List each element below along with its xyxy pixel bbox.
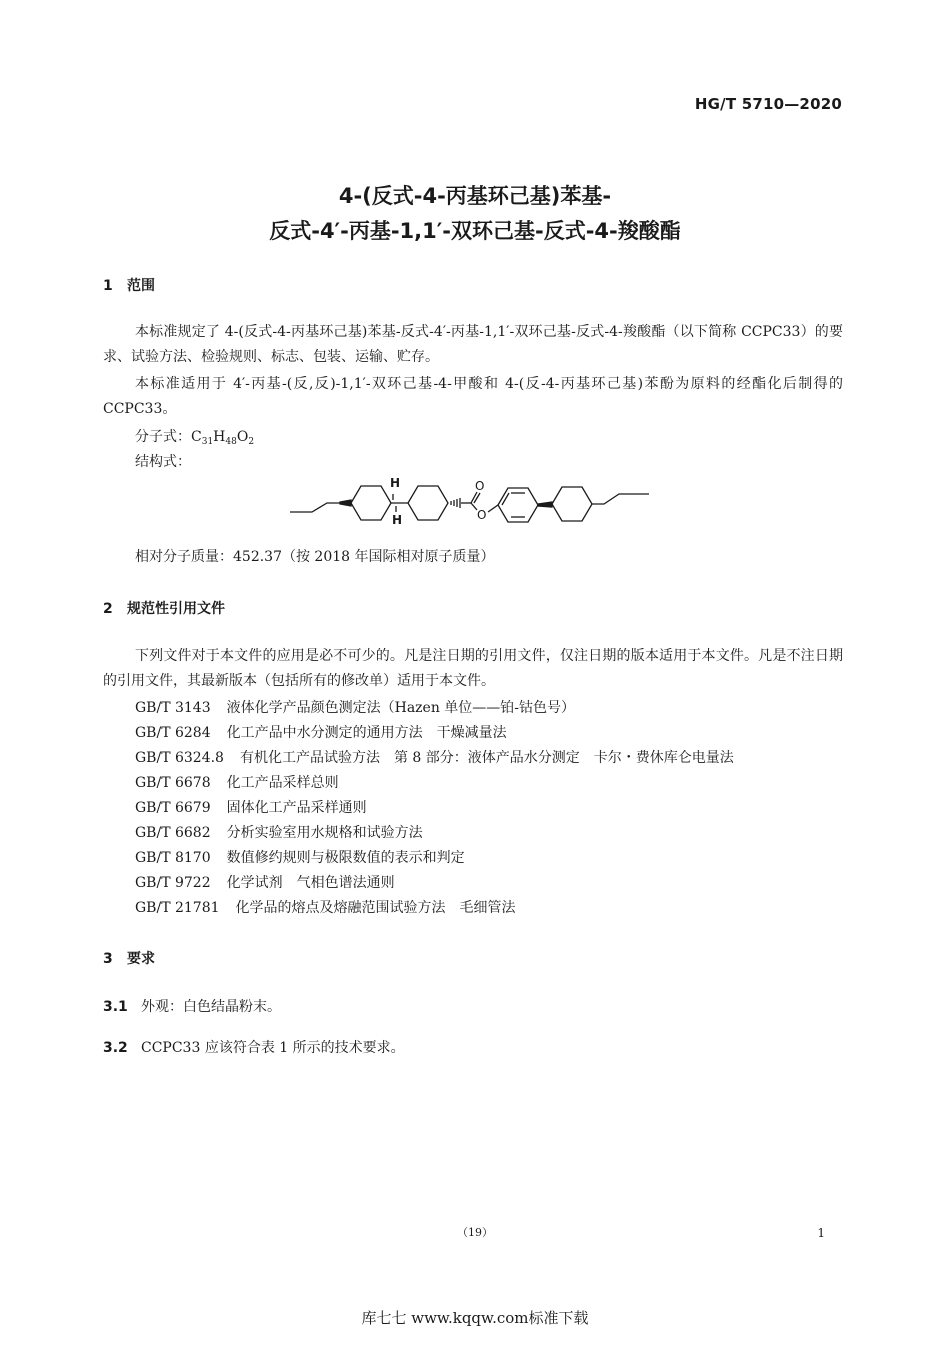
reference-code: GB/T 3143: [135, 700, 211, 716]
section-number: 1: [103, 278, 113, 294]
reference-name: 分析实验室用水规格和试验方法: [226, 825, 423, 841]
reference-item: [135, 722, 507, 742]
section-title: 规范性引用文件: [127, 601, 225, 617]
formula-element-c: C: [191, 429, 202, 445]
molecular-mass: 相对分子质量：452.37（按 2018 年国际相对原子质量）: [135, 549, 495, 565]
atom-h-bottom: H: [392, 513, 403, 527]
reference-code: GB/T 8170: [135, 850, 211, 866]
reference-item: [135, 797, 367, 817]
reference-code: GB/T 9722: [135, 875, 211, 891]
formula-count-h: 48: [225, 437, 237, 447]
wedge-bond-right: [538, 502, 552, 507]
reference-name: 化工产品中水分测定的通用方法 干燥减量法: [226, 725, 507, 741]
formula-element-h: H: [213, 429, 226, 445]
section-2-heading: [103, 598, 225, 618]
structural-formula: [280, 472, 660, 534]
formula-element-o: O: [236, 429, 249, 445]
section-number: 2: [103, 601, 113, 617]
reference-code: GB/T 6324.8: [135, 750, 224, 766]
clause-3-1: [103, 996, 281, 1016]
reference-code: GB/T 6678: [135, 775, 211, 791]
reference-code: GB/T 6682: [135, 825, 211, 841]
reference-code: GB/T 6679: [135, 800, 211, 816]
atom-o-ester: O: [477, 508, 487, 522]
propyl-chain-left: [290, 503, 340, 512]
reference-name: 化学试剂 气相色谱法通则: [226, 875, 395, 891]
reference-item: [135, 772, 339, 792]
reference-item: [135, 822, 423, 842]
clause-number: 3.2: [103, 1040, 128, 1056]
section-title: 要求: [127, 951, 155, 967]
section-1-heading: [103, 275, 155, 295]
reference-name: 有机化工产品试验方法 第 8 部分：液体产品水分测定 卡尔・费休库仑电量法: [239, 750, 734, 766]
scope-paragraph-2: 本标准适用于 4′-丙基-(反,反)-1,1′-双环己基-4-甲酸和 4-(反-4-丙基环己基)苯酚为原料的经酯化后制得的 CCPC33。: [103, 376, 843, 417]
reference-item: [135, 897, 516, 917]
clause-number: 3.1: [103, 999, 128, 1015]
reference-name: 液体化学产品颜色测定法（Hazen 单位——铂-钴色号）: [226, 700, 576, 716]
reference-name: 化工产品采样总则: [226, 775, 339, 791]
section-title: 范围: [127, 278, 155, 294]
page-number-bracketed: （19）: [457, 1226, 493, 1239]
reference-item: [135, 872, 395, 892]
section-number: 3: [103, 951, 113, 967]
atom-o-carbonyl: O: [475, 479, 485, 493]
reference-item: [135, 697, 575, 717]
hashed-bond: [451, 498, 460, 508]
document-title-line2: 反式-4′-丙基-1,1′-双环己基-反式-4-羧酸酯: [269, 219, 681, 243]
normative-references-intro: 下列文件对于本文件的应用是必不可少的。凡是注日期的引用文件，仅注日期的版本适用于本文件。凡是不注日期的引用文件，其最新版本（包括所有的修改单）适用于本文件。: [103, 648, 843, 689]
molecular-formula: [135, 426, 254, 447]
structure-label: 结构式：: [135, 454, 191, 470]
scope-paragraph-1: 本标准规定了 4-(反式-4-丙基环己基)苯基-反式-4′-丙基-1,1′-双环己基-反式-4-羧酸酯（以下简称 CCPC33）的要求、试验方法、检验规则、标志、包装、运输、贮存。: [103, 324, 843, 365]
clause-text: 外观：白色结晶粉末。: [141, 999, 281, 1015]
cyclohexane-ring-1: [351, 486, 391, 520]
section-3-heading: [103, 948, 155, 968]
reference-name: 化学品的熔点及熔融范围试验方法 毛细管法: [235, 900, 516, 916]
reference-name: 固体化工产品采样通则: [226, 800, 367, 816]
footer-watermark-text: 库七七 www.kqqw.com标准下载: [361, 1309, 589, 1327]
reference-code: GB/T 21781: [135, 900, 220, 916]
document-title-line1: 4-(反式-4-丙基环己基)苯基-: [338, 184, 612, 208]
reference-code: GB/T 6284: [135, 725, 211, 741]
page-number: 1: [817, 1226, 825, 1240]
standard-code: HG/T 5710—2020: [694, 95, 842, 113]
reference-name: 数值修约规则与极限数值的表示和判定: [226, 850, 465, 866]
formula-label: 分子式：: [135, 429, 191, 445]
cyclohexane-ring-3: [552, 487, 592, 521]
reference-item: [135, 747, 734, 767]
atom-h-top: H: [390, 476, 401, 490]
propyl-chain-right: [592, 494, 649, 504]
cyclohexane-ring-2: [408, 486, 448, 520]
reference-item: [135, 847, 465, 867]
clause-3-2: [103, 1037, 405, 1057]
formula-count-o: 2: [248, 437, 255, 447]
clause-text: CCPC33 应该符合表 1 所示的技术要求。: [141, 1040, 405, 1056]
formula-count-c: 31: [201, 437, 214, 447]
wedge-bond-left: [340, 500, 351, 506]
